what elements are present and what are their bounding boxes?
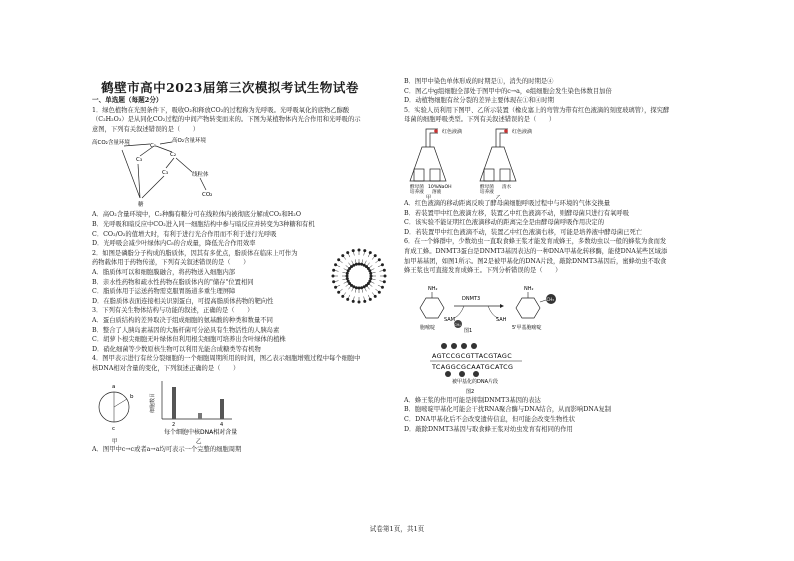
drop-label-a: 红色液滴: [442, 128, 463, 135]
q1-option: D．光呼吸会减少叶绿体内C₅的合成量，降低光合作用效率: [92, 240, 256, 248]
enzyme-label: DNMT3: [462, 295, 481, 302]
q6-option: B．胞嘧啶甲基化可能会干扰RNA聚合酶与DNA结合，从而影响DNA复制: [404, 406, 612, 414]
label-co2: CO₂: [202, 192, 213, 199]
lipid-head: [358, 286, 361, 289]
photorespiration-svg: [92, 134, 262, 210]
lipid-head: [358, 262, 361, 265]
lipid-head: [369, 298, 372, 301]
cycle-divider: [114, 399, 127, 407]
label-c3a: C₃: [136, 157, 143, 164]
q6-option: A．蜂王浆的作用可能是抑制DNMT3基因的表达: [404, 396, 541, 404]
q1-line: 1．绿色植物在光照条件下，吸收O₂和释放CO₂的过程称为光呼吸。光呼吸氧化的底物乙醇酸: [92, 106, 350, 114]
lipid-head: [381, 263, 384, 266]
bar-2c: [172, 387, 176, 419]
q2-line: 药物载体用于药物传递，下列有关叙述错误的是（ ）: [92, 259, 250, 267]
fig-tag-yi: 乙: [196, 439, 202, 446]
lipid-head: [378, 258, 381, 261]
apparatus-yi: [480, 129, 516, 181]
lipid-head: [383, 268, 386, 271]
q3-option: B．整合了人胰岛素基因的大肠杆菌可分泌具有生物活性的人胰岛素: [92, 326, 280, 334]
q6-option: D．敲除DNMT3基因与取食蜂王浆对幼虫发育有相同的作用: [404, 425, 573, 433]
lipid-head: [352, 300, 355, 303]
lipid-head: [355, 263, 358, 266]
page-title: 鹤壁市高中2023届第三次模拟考试生物试卷: [101, 80, 359, 95]
lipid-head: [346, 274, 349, 277]
lipid-head: [369, 272, 372, 275]
q5-option: A．红色液滴的移动距离反映了酵母菌细胞呼吸过程中与环境的气体交换量: [404, 199, 611, 207]
label-mito: 线粒体: [192, 172, 209, 179]
tag-yi: 乙: [496, 194, 502, 199]
cell-cycle-figure: [92, 373, 392, 445]
lipid-head: [341, 254, 344, 257]
q2-block: [92, 249, 392, 307]
cycle-label-c: c: [112, 426, 116, 433]
flask-a2: 10%NaOH: [428, 184, 452, 190]
lipid-head: [363, 300, 366, 303]
lipid-head: [374, 254, 377, 257]
q2-option: A．脂质体可以和细胞膜融合，将药物送入细胞内部: [92, 268, 236, 276]
label-c5: C₅: [150, 143, 157, 150]
q3-option: A．蛋白质结构的差异取决于组成细胞的氨基酸的种类和数量不同: [92, 316, 273, 324]
liposome-diagram: [330, 247, 388, 305]
methylation-figure: [404, 276, 704, 396]
nh2-right: NH₂: [524, 285, 534, 292]
cell-cycle-svg: [92, 373, 272, 445]
page-footer: 试卷第1页，共1页: [369, 525, 425, 533]
lipid-head: [337, 290, 340, 293]
lipid-head: [332, 274, 335, 277]
methyl-markers-bottom: [445, 371, 479, 377]
lipid-head: [374, 295, 377, 298]
ch3-sam: CH₃: [454, 322, 461, 327]
lipid-head: [381, 286, 384, 289]
q1-option: A．高O₂含量环境中，C₂种酶有糖分可在线粒体内被彻底分解成CO₂和H₂O: [92, 211, 301, 219]
q2-option: B．亲水性药物和疏水性药物在脂质体内的"储存"位置相同: [92, 278, 254, 286]
seq-bottom: TCAGGCGCAATGCATCG: [432, 362, 514, 371]
flask-apparatus-figure: [404, 125, 704, 199]
q4-line: 4．图甲表示进行有丝分裂细胞的一个细胞周期所用的时间，图乙表示细胞增殖过程中每个细胞中: [92, 355, 361, 363]
q5-option: C．该实验不能证明红色液滴移动的距离完全是由酵母菌呼吸作用决定的: [404, 219, 605, 227]
flask-a1b: 培养液: [410, 189, 424, 195]
q6-line: 6．在一个蜂群中，少数幼虫一直取食蜂王浆才能发育成蜂王，多数幼虫以一般的蜂浆为食而发: [404, 238, 667, 246]
q4-option: B．图甲中染色单体形成的时期是①，消失的时期是④: [404, 78, 554, 85]
q5-option: D．若装置甲中红色液滴不动，装置乙中红色液滴右移，可能是培养液中酵母菌已死亡: [404, 228, 643, 236]
seq-top: AGTCCGCGTTACGTAGC: [432, 351, 513, 360]
q3-line: 3．下列有关生物体结构与功能的叙述，正确的是（ ）: [92, 307, 254, 315]
fig2-label: 图2: [466, 388, 475, 395]
lipid-head: [332, 280, 335, 283]
q6-line: 加甲基基团，如图1所示。图2是被甲基化的DNA片段，敲除DNMT3基因后，蜜蜂幼虫不取食: [404, 257, 667, 265]
bar-label-4: 4: [220, 422, 224, 429]
label-sugar: 糖: [138, 202, 144, 209]
q1-line: （C₂H₂O₃）是从同化CO₂过程的中间产物转变而来的。下图为某植物体内光合作用和光呼吸的示: [92, 116, 361, 124]
left-column: [92, 96, 392, 455]
lipid-head: [378, 290, 381, 293]
left-name: 胞嘧啶: [420, 324, 436, 331]
right-name: 5'甲基胞嘧啶: [512, 324, 542, 331]
q2-option: C．脂质体用于运送药物需克服胃肠道多重生理屏障: [92, 288, 236, 296]
label-c2: C₂: [170, 152, 177, 159]
q4-option: D．动植物细胞有丝分裂的差异主要体现在①和④时期: [404, 97, 554, 105]
q3-option: C．胡萝卜根尖细胞无叶绿体但利用根尖细胞可培养出含叶绿体的植株: [92, 336, 286, 344]
q6-option: C．DNA甲基化后不会改变遗传信息，但可能会改变生物性状: [404, 415, 576, 423]
nh2-left: NH₂: [428, 285, 438, 292]
sam-arc: [454, 306, 464, 318]
x-axis-label: 每个细胞中核DNA相对含量: [164, 429, 238, 437]
flask-svg: [404, 125, 604, 199]
fig-tag-jia: 甲: [112, 439, 118, 446]
sam-label: SAM: [444, 316, 456, 323]
cycle-label-b: b: [130, 394, 134, 401]
lipid-head: [334, 286, 337, 289]
red-drop-a: [434, 129, 438, 133]
lipid-head: [341, 295, 344, 298]
sah-label: SAH: [496, 316, 507, 323]
q2-line: 2．如图是磷脂分子构成的脂质体，因其有多优点，脂质体在临床上可作为: [92, 249, 298, 257]
bar-label-2: 2: [172, 422, 176, 429]
methyl-markers-top: [441, 343, 477, 349]
flask-b1: 酵母菌: [480, 184, 494, 190]
lipid-head: [370, 274, 373, 277]
label-high-o2: 高O₂含量环境: [172, 138, 207, 145]
methyl-cytosine-ring: [516, 298, 540, 318]
lipid-head: [358, 248, 361, 251]
lipid-head: [358, 300, 361, 303]
cytosine-ring: [420, 298, 444, 318]
q1-line: 意图，下列有关叙述错误的是（ ）: [92, 125, 200, 133]
apparatus-jia: [410, 129, 446, 181]
methylation-svg: [404, 276, 624, 396]
q3-option: D．硝化细菌等少数原核生物可以利用光能合成糖类等有机物: [92, 345, 261, 353]
fig1-label: 图1: [464, 327, 473, 334]
tag-jia: 甲: [426, 194, 432, 199]
segment-label: 被甲基化的DNA片段: [452, 378, 499, 385]
bond: [540, 300, 546, 302]
q4-option: A．图甲中c→c或者a→a均可表示一个完整的细胞周期: [92, 446, 242, 454]
label-c3b: C₃: [162, 170, 169, 177]
lipid-head: [334, 263, 337, 266]
lipid-head: [332, 268, 335, 271]
cycle-label-a: a: [112, 384, 116, 391]
flask-a1: 酵母菌: [410, 184, 424, 190]
q5-option: B．若装置甲中红色液滴左移，装置乙中红色液滴不动，则酵母菌只进行有氧呼吸: [404, 209, 630, 217]
q4-option: C．图乙中g组细胞全部处于图甲中的c→a，e组细胞会发生染色体数目加倍: [404, 87, 612, 95]
photorespiration-diagram: [92, 134, 392, 210]
lipid-head: [360, 286, 363, 289]
q6-line: 蜂王浆也可直接发育成蜂王。下列分析错误的是（ ）: [404, 267, 562, 275]
bar-4c: [220, 399, 224, 419]
lipid-head: [346, 277, 349, 280]
flask-b2: 清水: [502, 184, 512, 190]
ch3-right: CH₃: [546, 296, 554, 302]
lipid-head: [346, 298, 349, 301]
lipid-head: [352, 249, 355, 252]
q5-line: 母菌的细胞呼吸类型。下列有关叙述错误的是（ ）: [404, 116, 556, 124]
q1-option: C．CO₂/O₂的值增大时，有利于进行光合作用而不利于进行光呼吸: [92, 230, 277, 238]
lipid-head: [369, 251, 372, 254]
q1-option: B．光呼吸和暗反应中CO₂进入同一细胞结构中参与暗反应并转变为3种糖和有机: [92, 220, 315, 228]
lipid-head: [363, 249, 366, 252]
y-axis-label: 细胞数目: [150, 393, 156, 414]
q6-line: 育成工蜂。DNMT3蛋白是DNMT3基因表达的一种DNA甲基化转移酶，能使DNA某些区域添: [404, 247, 668, 255]
flask-b1b: 培养液: [480, 189, 494, 195]
label-high-co2: 高CO₂含量环境: [92, 140, 130, 147]
section-heading: 一、单选题（每题2分）: [92, 96, 163, 104]
lipid-head: [346, 251, 349, 254]
q2-option: D．在脂质体表面连接相关识别蛋白，可提高脂质体药物的靶向性: [92, 297, 274, 305]
bar-mid: [198, 413, 202, 419]
red-drop-b: [504, 129, 508, 133]
q4-line: 核DNA相对含量的变化，下列叙述正确的是（ ）: [92, 364, 240, 372]
drop-label-b: 红色液滴: [512, 128, 533, 135]
lipid-head: [383, 280, 386, 283]
lipid-head: [337, 258, 340, 261]
arrow-head: [500, 304, 504, 308]
q5-line: 5．实验人员利用下图甲、乙所示装置（橡皮塞上的弯管为带有红色液滴的刻度玻璃管），探究酵: [404, 106, 670, 114]
lipid-head: [384, 274, 387, 277]
flask-a2b: 溶液: [432, 189, 442, 195]
right-column: [404, 77, 704, 434]
